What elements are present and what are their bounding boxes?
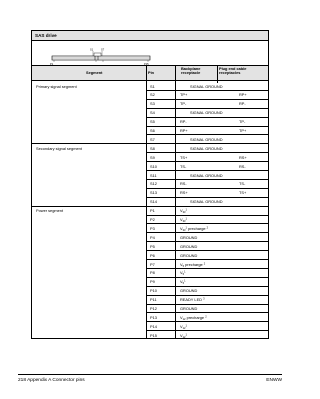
table-title-row (32, 31, 268, 41)
plug-cell: TP- (239, 119, 246, 125)
label-s1: S1 (90, 48, 94, 52)
segment-label: Power segment (36, 208, 64, 214)
superscript: 1 (184, 271, 186, 274)
backplane-cell: TP- (180, 101, 187, 107)
pin-cell: S2 (150, 92, 155, 98)
label-s7: S7 (101, 48, 105, 52)
pin-cell: S10 (150, 163, 157, 169)
footer-page-info: 218 Appendix A Connector pins (18, 378, 85, 383)
power-cell: GROUND (180, 288, 198, 294)
pin-cell: P12 (150, 306, 157, 311)
plug-cell: RS- (239, 163, 246, 169)
subscript: 5 (182, 264, 185, 268)
signal-cell: SIGNAL GROUND (190, 136, 223, 142)
signal-cell: SIGNAL GROUND (190, 172, 223, 178)
subscript: 12 (182, 326, 186, 330)
power-cell: $V_{33}^1$ (180, 208, 187, 214)
power-cell: READY LED $^3$ (180, 297, 205, 303)
pin-cell: P8 (150, 270, 155, 276)
header-segment: Segment (86, 70, 103, 75)
sas-pin-table (31, 30, 269, 339)
power-cell: $V_{12}^1$ (180, 332, 187, 339)
pin-cell: S7 (150, 136, 155, 142)
footnote-marker: 3 (203, 297, 205, 301)
backplane-cell: RP+ (180, 128, 188, 133)
power-cell: $V_5$ precharge $^2$ (180, 261, 206, 268)
table-header-row (32, 66, 268, 81)
pin-cell: S12 (150, 181, 157, 187)
subscript: 5 (182, 273, 185, 277)
sas-connector-illustration (32, 41, 268, 66)
power-cell: GROUND (180, 234, 198, 240)
backplane-cell: RS- (180, 181, 187, 187)
subscript: 5 (182, 282, 185, 286)
power-cell: GROUND (180, 252, 198, 258)
superscript: 1 (185, 333, 187, 337)
header-backplane: Backplane receptacle (181, 66, 201, 76)
power-cell: $V_5^1$ (180, 270, 186, 277)
footer-brand: ENWW (266, 378, 282, 383)
power-cell: $V_{33}^1$ (180, 217, 187, 223)
header-plug: Plug end cable receptacles (219, 66, 247, 76)
plug-cell: TS- (239, 181, 246, 187)
signal-cell: SIGNAL GROUND (190, 83, 223, 89)
plug-cell: RP- (239, 101, 246, 107)
superscript: 1 (185, 324, 187, 328)
segment-label: Primary signal segment (36, 83, 77, 89)
segment-separator (32, 206, 268, 207)
signal-cell: SIGNAL GROUND (190, 199, 223, 205)
pin-cell: S5 (150, 119, 155, 125)
table-title: SAS drive (35, 32, 57, 38)
pin-cell: P15 (150, 332, 157, 338)
pin-cell: P11 (150, 297, 157, 303)
subscript: 12 (182, 335, 186, 339)
pin-cell: S6 (150, 128, 155, 133)
pin-cell: P6 (150, 252, 155, 258)
pin-cell: P10 (150, 288, 157, 294)
superscript: 1 (185, 217, 187, 221)
plug-cell: RP+ (239, 92, 247, 98)
superscript: 1 (185, 208, 187, 212)
power-cell: $V_5^1$ (180, 279, 186, 286)
superscript: 1 (184, 279, 186, 283)
pin-cell: P14 (150, 323, 157, 329)
plug-cell: RS+ (239, 154, 247, 160)
pin-cell: S4 (150, 110, 155, 116)
footnote-marker: 2 (205, 315, 207, 319)
pin-cell: P2 (150, 217, 155, 222)
segment-separator (32, 143, 268, 144)
power-cell: $V_{12}$ precharge $^2$ (180, 314, 207, 321)
segment-label: Secondary signal segment (36, 145, 82, 151)
pin-cell: P13 (150, 314, 157, 320)
pin-cell: S3 (150, 101, 155, 107)
pin-cell: P3 (150, 225, 155, 231)
subscript: 33 (182, 228, 186, 232)
pin-cell: P7 (150, 261, 155, 267)
pin-cell: S1 (150, 83, 155, 89)
pin-cell: S11 (150, 172, 157, 178)
signal-cell: SIGNAL GROUND (190, 110, 223, 116)
subscript: 12 (182, 317, 186, 321)
pin-cell: P4 (150, 234, 155, 240)
subscript: 33 (182, 210, 186, 214)
backplane-cell: RS+ (180, 190, 188, 196)
backplane-cell: TS- (180, 163, 187, 169)
header-pin: Pin (148, 70, 155, 75)
sas-connector-figure (32, 41, 268, 66)
pin-cell: S14 (150, 199, 157, 205)
footer-rule (18, 374, 282, 375)
subscript: 33 (182, 219, 186, 223)
backplane-cell: TS+ (180, 154, 188, 160)
backplane-cell: TP+ (180, 92, 188, 98)
pin-cell: P5 (150, 243, 155, 249)
footnote-marker: 2 (206, 226, 209, 230)
divider-plug (217, 66, 218, 83)
pin-cell: P9 (150, 279, 155, 285)
pin-cell: S8 (150, 145, 155, 151)
label-p1: P1 (50, 63, 54, 66)
signal-cell: SIGNAL GROUND (190, 145, 223, 151)
power-cell: $V_{33}^1$ precharge $^2$ (180, 225, 209, 232)
pin-cell: S13 (150, 190, 157, 196)
power-cell: GROUND (180, 243, 198, 249)
power-cell: $V_{12}^1$ (180, 323, 187, 330)
pin-cell: S9 (150, 154, 155, 160)
power-cell: GROUND (180, 306, 198, 311)
superscript: 1 (185, 226, 187, 230)
backplane-cell: RP- (180, 119, 187, 125)
plug-cell: TS+ (239, 190, 247, 196)
footnote-marker: 2 (203, 262, 206, 266)
plug-cell: TP+ (239, 128, 247, 133)
pin-cell: P1 (150, 208, 155, 214)
label-p15: P15 (144, 63, 149, 66)
